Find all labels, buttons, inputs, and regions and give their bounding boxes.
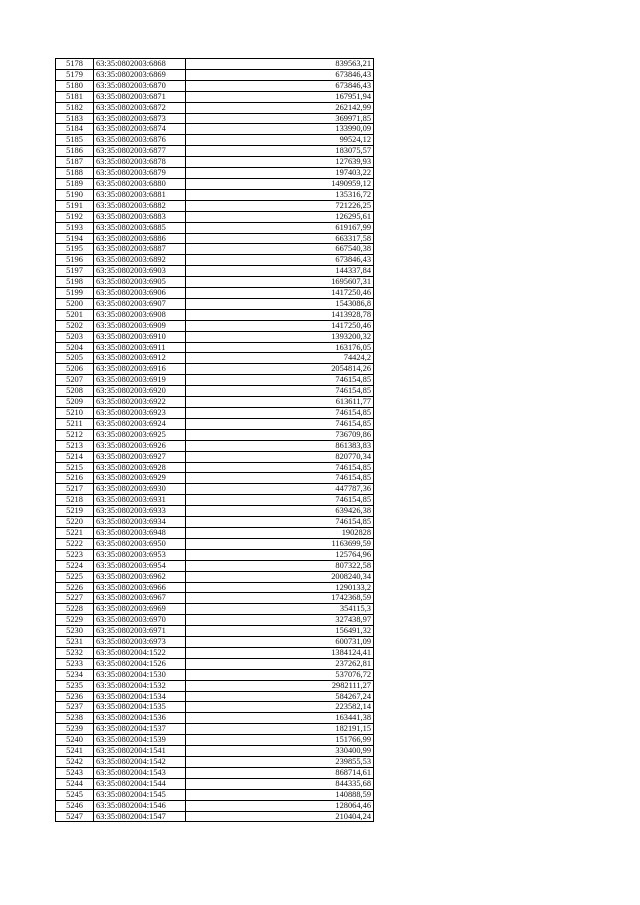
cadastral-number-cell: 63:35:0802004:1534 [94, 691, 186, 702]
table-row [56, 658, 374, 669]
value-cell: 1163699,59 [186, 538, 374, 549]
table-row [56, 615, 374, 626]
table-row [56, 604, 374, 615]
cadastral-number-cell: 63:35:0802003:6908 [94, 309, 186, 320]
row-number-cell: 5230 [56, 626, 94, 637]
value-cell: 721226,25 [186, 200, 374, 211]
row-number-cell: 5223 [56, 549, 94, 560]
row-number-cell: 5236 [56, 691, 94, 702]
cadastral-number-cell: 63:35:0802003:6969 [94, 604, 186, 615]
table-row [56, 811, 374, 822]
value-cell: 639426,38 [186, 506, 374, 517]
row-number-cell: 5241 [56, 746, 94, 757]
cadastral-number-cell: 63:35:0802003:6903 [94, 266, 186, 277]
cadastral-number-cell: 63:35:0802003:6948 [94, 527, 186, 538]
cadastral-number-cell: 63:35:0802004:1535 [94, 702, 186, 713]
row-number-cell: 5221 [56, 527, 94, 538]
table-row [56, 571, 374, 582]
table-row [56, 637, 374, 648]
table-row [56, 713, 374, 724]
value-cell: 820770,34 [186, 451, 374, 462]
row-number-cell: 5185 [56, 135, 94, 146]
cadastral-number-cell: 63:35:0802004:1543 [94, 767, 186, 778]
value-cell: 1742368,59 [186, 593, 374, 604]
row-number-cell: 5199 [56, 288, 94, 299]
value-cell: 1393200,32 [186, 331, 374, 342]
table-row [56, 724, 374, 735]
value-cell: 1384124,41 [186, 647, 374, 658]
value-cell: 447787,36 [186, 484, 374, 495]
row-number-cell: 5184 [56, 124, 94, 135]
value-cell: 1290133,2 [186, 582, 374, 593]
value-cell: 746154,85 [186, 408, 374, 419]
table-row [56, 669, 374, 680]
table-row [56, 495, 374, 506]
row-number-cell: 5245 [56, 789, 94, 800]
row-number-cell: 5187 [56, 157, 94, 168]
row-number-cell: 5183 [56, 113, 94, 124]
cadastral-number-cell: 63:35:0802003:6868 [94, 59, 186, 70]
table-row [56, 255, 374, 266]
value-cell: 1417250,46 [186, 320, 374, 331]
row-number-cell: 5240 [56, 735, 94, 746]
cadastral-number-cell: 63:35:0802003:6906 [94, 288, 186, 299]
table-row [56, 418, 374, 429]
row-number-cell: 5228 [56, 604, 94, 615]
value-cell: 1902828 [186, 527, 374, 538]
row-number-cell: 5191 [56, 200, 94, 211]
value-cell: 239855,53 [186, 757, 374, 768]
row-number-cell: 5214 [56, 451, 94, 462]
table-row [56, 288, 374, 299]
value-cell: 2008240,34 [186, 571, 374, 582]
value-cell: 151766,99 [186, 735, 374, 746]
value-cell: 128064,46 [186, 800, 374, 811]
cadastral-number-cell: 63:35:0802003:6905 [94, 277, 186, 288]
row-number-cell: 5202 [56, 320, 94, 331]
value-cell: 1695607,31 [186, 277, 374, 288]
row-number-cell: 5211 [56, 418, 94, 429]
row-number-cell: 5204 [56, 342, 94, 353]
cadastral-number-cell: 63:35:0802003:6934 [94, 517, 186, 528]
table-row [56, 647, 374, 658]
cadastral-number-cell: 63:35:0802003:6973 [94, 637, 186, 648]
table-row [56, 277, 374, 288]
value-cell: 1417250,46 [186, 288, 374, 299]
table-row [56, 211, 374, 222]
cadastral-number-cell: 63:35:0802003:6925 [94, 429, 186, 440]
table-row [56, 102, 374, 113]
row-number-cell: 5182 [56, 102, 94, 113]
cadastral-number-cell: 63:35:0802003:6930 [94, 484, 186, 495]
cadastral-number-cell: 63:35:0802003:6920 [94, 386, 186, 397]
cadastral-number-cell: 63:35:0802003:6928 [94, 462, 186, 473]
value-cell: 125764,96 [186, 549, 374, 560]
row-number-cell: 5220 [56, 517, 94, 528]
cadastral-number-cell: 63:35:0802003:6953 [94, 549, 186, 560]
value-cell: 746154,85 [186, 462, 374, 473]
row-number-cell: 5203 [56, 331, 94, 342]
cadastral-number-cell: 63:35:0802003:6878 [94, 157, 186, 168]
row-number-cell: 5247 [56, 811, 94, 822]
cadastral-number-cell: 63:35:0802003:6967 [94, 593, 186, 604]
value-cell: 223582,14 [186, 702, 374, 713]
row-number-cell: 5216 [56, 473, 94, 484]
value-cell: 330400,99 [186, 746, 374, 757]
value-cell: 354115,3 [186, 604, 374, 615]
table-row [56, 386, 374, 397]
value-cell: 1413928,78 [186, 309, 374, 320]
row-number-cell: 5190 [56, 189, 94, 200]
table-row [56, 178, 374, 189]
row-number-cell: 5196 [56, 255, 94, 266]
table-row [56, 789, 374, 800]
cadastral-number-cell: 63:35:0802003:6872 [94, 102, 186, 113]
value-cell: 600731,09 [186, 637, 374, 648]
row-number-cell: 5180 [56, 80, 94, 91]
value-cell: 140888,59 [186, 789, 374, 800]
row-number-cell: 5239 [56, 724, 94, 735]
table-row [56, 331, 374, 342]
row-number-cell: 5206 [56, 364, 94, 375]
cadastral-number-cell: 63:35:0802003:6929 [94, 473, 186, 484]
cadastral-number-cell: 63:35:0802003:6879 [94, 168, 186, 179]
value-cell: 144337,84 [186, 266, 374, 277]
value-cell: 163176,05 [186, 342, 374, 353]
value-cell: 736709,86 [186, 429, 374, 440]
row-number-cell: 5246 [56, 800, 94, 811]
table-row [56, 244, 374, 255]
cadastral-number-cell: 63:35:0802003:6933 [94, 506, 186, 517]
value-cell: 1490959,12 [186, 178, 374, 189]
table-row [56, 342, 374, 353]
table-body [56, 59, 374, 822]
row-number-cell: 5194 [56, 233, 94, 244]
value-cell: 746154,85 [186, 386, 374, 397]
value-cell: 663317,58 [186, 233, 374, 244]
table-row [56, 233, 374, 244]
table-row [56, 549, 374, 560]
row-number-cell: 5188 [56, 168, 94, 179]
cadastral-number-cell: 63:35:0802003:6926 [94, 440, 186, 451]
row-number-cell: 5237 [56, 702, 94, 713]
row-number-cell: 5181 [56, 91, 94, 102]
value-cell: 127639,93 [186, 157, 374, 168]
row-number-cell: 5189 [56, 178, 94, 189]
value-cell: 746154,85 [186, 375, 374, 386]
cadastral-number-cell: 63:35:0802004:1537 [94, 724, 186, 735]
row-number-cell: 5213 [56, 440, 94, 451]
value-cell: 197403,22 [186, 168, 374, 179]
table-row [56, 168, 374, 179]
row-number-cell: 5207 [56, 375, 94, 386]
table-row [56, 538, 374, 549]
value-cell: 584267,24 [186, 691, 374, 702]
row-number-cell: 5229 [56, 615, 94, 626]
cadastral-number-cell: 63:35:0802004:1530 [94, 669, 186, 680]
value-cell: 237262,81 [186, 658, 374, 669]
row-number-cell: 5192 [56, 211, 94, 222]
table-row [56, 473, 374, 484]
value-cell: 135316,72 [186, 189, 374, 200]
row-number-cell: 5218 [56, 495, 94, 506]
cadastral-number-cell: 63:35:0802004:1544 [94, 778, 186, 789]
table-row [56, 462, 374, 473]
row-number-cell: 5186 [56, 146, 94, 157]
value-cell: 167951,94 [186, 91, 374, 102]
value-cell: 133990,09 [186, 124, 374, 135]
row-number-cell: 5222 [56, 538, 94, 549]
cadastral-number-cell: 63:35:0802004:1522 [94, 647, 186, 658]
cadastral-number-cell: 63:35:0802003:6892 [94, 255, 186, 266]
cadastral-number-cell: 63:35:0802004:1541 [94, 746, 186, 757]
cadastral-number-cell: 63:35:0802003:6966 [94, 582, 186, 593]
table-row [56, 309, 374, 320]
value-cell: 2982111,27 [186, 680, 374, 691]
table-row [56, 746, 374, 757]
table-row [56, 506, 374, 517]
table-row [56, 298, 374, 309]
value-cell: 163441,38 [186, 713, 374, 724]
value-cell: 327438,97 [186, 615, 374, 626]
value-cell: 619167,99 [186, 222, 374, 233]
value-cell: 210404,24 [186, 811, 374, 822]
table-row [56, 80, 374, 91]
table-row [56, 364, 374, 375]
table-row [56, 757, 374, 768]
value-cell: 868714,61 [186, 767, 374, 778]
cadastral-number-cell: 63:35:0802003:6876 [94, 135, 186, 146]
cadastral-number-cell: 63:35:0802003:6880 [94, 178, 186, 189]
cadastral-number-cell: 63:35:0802003:6873 [94, 113, 186, 124]
cadastral-number-cell: 63:35:0802004:1536 [94, 713, 186, 724]
value-cell: 746154,85 [186, 418, 374, 429]
cadastral-number-cell: 63:35:0802004:1539 [94, 735, 186, 746]
value-cell: 537076,72 [186, 669, 374, 680]
table-row [56, 408, 374, 419]
row-number-cell: 5233 [56, 658, 94, 669]
cadastral-number-cell: 63:35:0802003:6924 [94, 418, 186, 429]
value-cell: 746154,85 [186, 517, 374, 528]
cadastral-number-cell: 63:35:0802004:1526 [94, 658, 186, 669]
cadastral-number-cell: 63:35:0802003:6907 [94, 298, 186, 309]
row-number-cell: 5195 [56, 244, 94, 255]
cadastral-number-cell: 63:35:0802003:6883 [94, 211, 186, 222]
table-row [56, 527, 374, 538]
value-cell: 156491,32 [186, 626, 374, 637]
table-row [56, 560, 374, 571]
table-row [56, 517, 374, 528]
row-number-cell: 5244 [56, 778, 94, 789]
cadastral-number-cell: 63:35:0802003:6870 [94, 80, 186, 91]
table-row [56, 735, 374, 746]
row-number-cell: 5242 [56, 757, 94, 768]
cadastral-number-cell: 63:35:0802003:6886 [94, 233, 186, 244]
cadastral-number-cell: 63:35:0802003:6909 [94, 320, 186, 331]
row-number-cell: 5209 [56, 397, 94, 408]
value-cell: 1543086,8 [186, 298, 374, 309]
cadastral-number-cell: 63:35:0802003:6970 [94, 615, 186, 626]
value-cell: 673846,43 [186, 255, 374, 266]
table-row [56, 353, 374, 364]
cadastral-number-cell: 63:35:0802004:1547 [94, 811, 186, 822]
table-row [56, 320, 374, 331]
value-cell: 807322,58 [186, 560, 374, 571]
row-number-cell: 5210 [56, 408, 94, 419]
cadastral-number-cell: 63:35:0802003:6910 [94, 331, 186, 342]
row-number-cell: 5208 [56, 386, 94, 397]
cadastral-number-cell: 63:35:0802003:6950 [94, 538, 186, 549]
cadastral-number-cell: 63:35:0802004:1532 [94, 680, 186, 691]
table-row [56, 429, 374, 440]
value-cell: 99524,12 [186, 135, 374, 146]
cadastral-number-cell: 63:35:0802003:6871 [94, 91, 186, 102]
table-row [56, 113, 374, 124]
cadastral-number-cell: 63:35:0802003:6874 [94, 124, 186, 135]
table-row [56, 200, 374, 211]
cadastral-number-cell: 63:35:0802003:6919 [94, 375, 186, 386]
row-number-cell: 5179 [56, 69, 94, 80]
table-row [56, 451, 374, 462]
value-cell: 667540,38 [186, 244, 374, 255]
table-row [56, 440, 374, 451]
cadastral-number-cell: 63:35:0802003:6916 [94, 364, 186, 375]
value-cell: 126295,61 [186, 211, 374, 222]
cadastral-number-cell: 63:35:0802003:6971 [94, 626, 186, 637]
cadastral-number-cell: 63:35:0802003:6923 [94, 408, 186, 419]
value-cell: 369971,85 [186, 113, 374, 124]
value-cell: 673846,43 [186, 69, 374, 80]
value-cell: 746154,85 [186, 473, 374, 484]
cadastral-number-cell: 63:35:0802003:6882 [94, 200, 186, 211]
row-number-cell: 5224 [56, 560, 94, 571]
table-row [56, 778, 374, 789]
value-cell: 746154,85 [186, 495, 374, 506]
table-row [56, 582, 374, 593]
row-number-cell: 5198 [56, 277, 94, 288]
table-row [56, 484, 374, 495]
table-row [56, 375, 374, 386]
table-row [56, 691, 374, 702]
value-cell: 844335,68 [186, 778, 374, 789]
table-row [56, 59, 374, 70]
value-cell: 673846,43 [186, 80, 374, 91]
cadastral-value-table [55, 58, 374, 822]
table-row [56, 593, 374, 604]
row-number-cell: 5234 [56, 669, 94, 680]
table-row [56, 680, 374, 691]
cadastral-number-cell: 63:35:0802003:6954 [94, 560, 186, 571]
cadastral-number-cell: 63:35:0802003:6887 [94, 244, 186, 255]
row-number-cell: 5226 [56, 582, 94, 593]
table-row [56, 91, 374, 102]
row-number-cell: 5178 [56, 59, 94, 70]
row-number-cell: 5219 [56, 506, 94, 517]
cadastral-number-cell: 63:35:0802003:6885 [94, 222, 186, 233]
value-cell: 861383,83 [186, 440, 374, 451]
table-row [56, 222, 374, 233]
table-row [56, 767, 374, 778]
row-number-cell: 5225 [56, 571, 94, 582]
table-row [56, 266, 374, 277]
value-cell: 262142,99 [186, 102, 374, 113]
row-number-cell: 5231 [56, 637, 94, 648]
row-number-cell: 5197 [56, 266, 94, 277]
row-number-cell: 5243 [56, 767, 94, 778]
cadastral-number-cell: 63:35:0802003:6931 [94, 495, 186, 506]
table-row [56, 146, 374, 157]
cadastral-number-cell: 63:35:0802004:1545 [94, 789, 186, 800]
row-number-cell: 5201 [56, 309, 94, 320]
row-number-cell: 5217 [56, 484, 94, 495]
table-row [56, 702, 374, 713]
table-row [56, 157, 374, 168]
row-number-cell: 5232 [56, 647, 94, 658]
value-cell: 613611,77 [186, 397, 374, 408]
table-row [56, 626, 374, 637]
row-number-cell: 5212 [56, 429, 94, 440]
table-row [56, 69, 374, 80]
table-row [56, 800, 374, 811]
row-number-cell: 5215 [56, 462, 94, 473]
table-row [56, 135, 374, 146]
row-number-cell: 5205 [56, 353, 94, 364]
value-cell: 2054814,26 [186, 364, 374, 375]
table-row [56, 189, 374, 200]
table-row [56, 124, 374, 135]
row-number-cell: 5227 [56, 593, 94, 604]
cadastral-number-cell: 63:35:0802003:6912 [94, 353, 186, 364]
row-number-cell: 5200 [56, 298, 94, 309]
row-number-cell: 5235 [56, 680, 94, 691]
table-row [56, 397, 374, 408]
cadastral-number-cell: 63:35:0802003:6877 [94, 146, 186, 157]
cadastral-number-cell: 63:35:0802003:6911 [94, 342, 186, 353]
cadastral-number-cell: 63:35:0802003:6927 [94, 451, 186, 462]
cadastral-number-cell: 63:35:0802003:6869 [94, 69, 186, 80]
cadastral-number-cell: 63:35:0802003:6922 [94, 397, 186, 408]
cadastral-number-cell: 63:35:0802004:1546 [94, 800, 186, 811]
value-cell: 74424,2 [186, 353, 374, 364]
cadastral-number-cell: 63:35:0802003:6881 [94, 189, 186, 200]
value-cell: 182191,15 [186, 724, 374, 735]
cadastral-number-cell: 63:35:0802003:6962 [94, 571, 186, 582]
cadastral-number-cell: 63:35:0802004:1542 [94, 757, 186, 768]
value-cell: 183075,57 [186, 146, 374, 157]
value-cell: 839563,21 [186, 59, 374, 70]
row-number-cell: 5193 [56, 222, 94, 233]
row-number-cell: 5238 [56, 713, 94, 724]
